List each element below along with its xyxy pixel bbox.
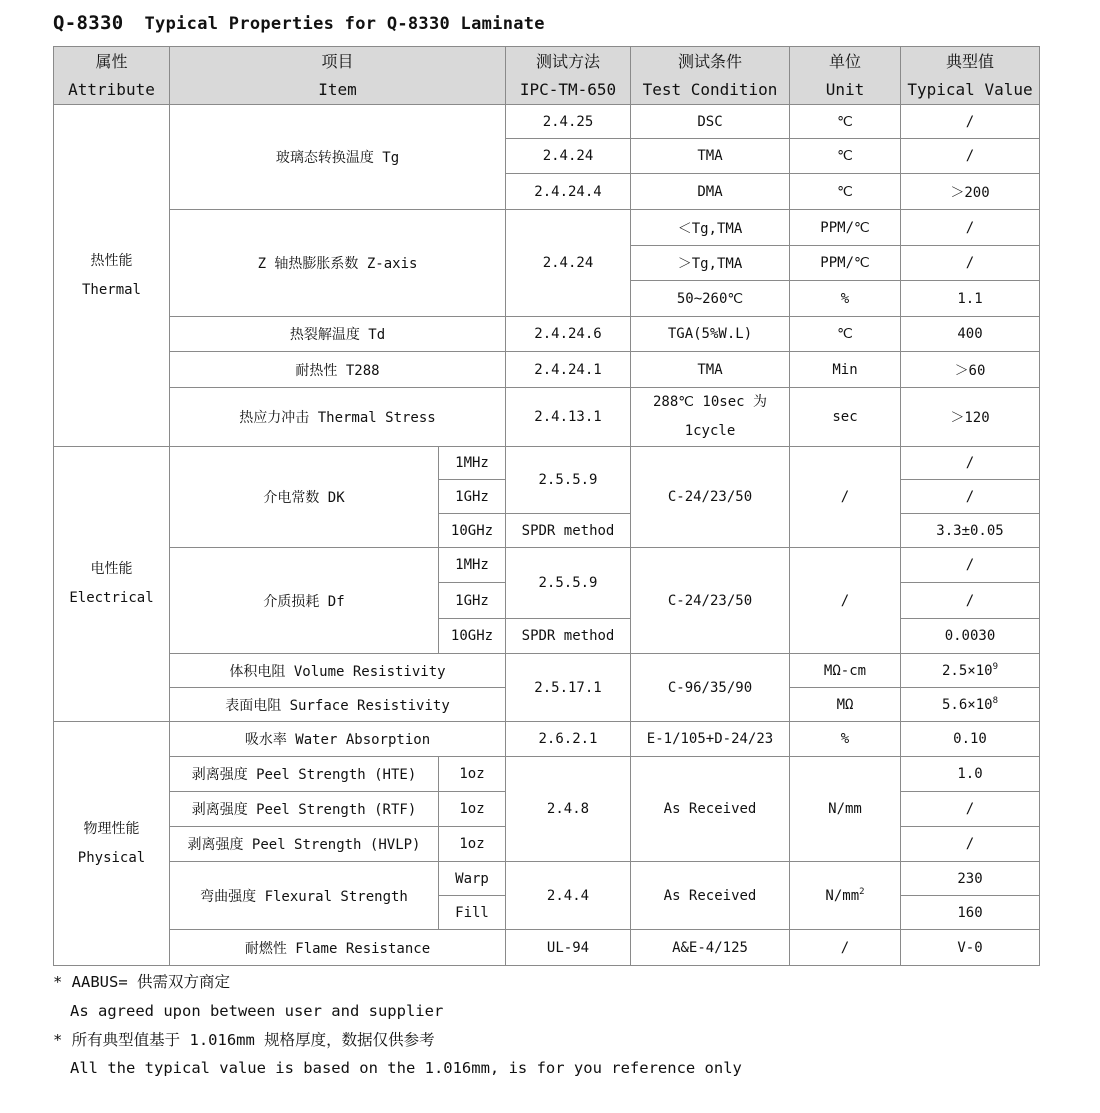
freq-cell: 1MHz <box>439 447 506 480</box>
note-typical: * 所有典型值基于 1.016mm 规格厚度，数据仅供参考 <box>53 1030 435 1049</box>
method-cell: 2.6.2.1 <box>506 722 631 757</box>
sub-cell: 1oz <box>439 827 506 862</box>
unit-cell: % <box>790 722 901 757</box>
condition-cell: DSC <box>631 105 790 139</box>
value-cell: / <box>901 827 1040 862</box>
value-cell: 3.3±0.05 <box>901 514 1040 548</box>
item-t288: 耐热性 T288 <box>170 352 506 388</box>
condition-cell: A&E-4/125 <box>631 930 790 966</box>
method-cell: 2.4.25 <box>506 105 631 139</box>
unit-cell: Min <box>790 352 901 388</box>
header-unit: 单位 Unit <box>790 47 901 105</box>
product-code: Q-8330 <box>53 12 124 34</box>
condition-cell: TMA <box>631 139 790 174</box>
sub-cell: Fill <box>439 896 506 930</box>
item-cte: Z 轴热膨胀系数 Z-axis <box>170 210 506 317</box>
item-volume-resistivity: 体积电阻 Volume Resistivity <box>170 654 506 688</box>
unit-cell: MΩ <box>790 688 901 722</box>
freq-cell: 10GHz <box>439 514 506 548</box>
value-cell: 0.10 <box>901 722 1040 757</box>
header-method: 测试方法 IPC-TM-650 <box>506 47 631 105</box>
method-cell: UL-94 <box>506 930 631 966</box>
item-dk: 介电常数 DK <box>170 447 439 548</box>
table-row <box>54 548 1040 583</box>
condition-cell: TGA(5%W.L) <box>631 317 790 352</box>
value-cell: $2.5\times 10^9$ <box>901 654 1040 688</box>
unit-cell: ℃ <box>790 174 901 210</box>
table-row <box>54 105 1040 139</box>
item-thermal-stress: 热应力冲击 Thermal Stress <box>170 388 506 447</box>
method-cell: 2.4.24.4 <box>506 174 631 210</box>
condition-cell: 288℃ 10sec 为 1cycle <box>631 388 790 447</box>
method-cell: 2.5.17.1 <box>506 654 631 722</box>
value-cell: / <box>901 583 1040 619</box>
item-td: 热裂解温度 Td <box>170 317 506 352</box>
condition-cell: C-24/23/50 <box>631 447 790 548</box>
value-cell: V-0 <box>901 930 1040 966</box>
value-cell: / <box>901 139 1040 174</box>
condition-cell: As Received <box>631 862 790 930</box>
header-row <box>54 47 1040 105</box>
item-flexural-strength: 弯曲强度 Flexural Strength <box>170 862 439 930</box>
condition-cell: TMA <box>631 352 790 388</box>
method-cell: 2.4.4 <box>506 862 631 930</box>
unit-cell: / <box>790 930 901 966</box>
condition-cell: 50~260℃ <box>631 281 790 317</box>
condition-cell: C-96/35/90 <box>631 654 790 722</box>
method-cell: 2.4.13.1 <box>506 388 631 447</box>
header-value: 典型值 Typical Value <box>901 47 1040 105</box>
condition-cell: ＜Tg,TMA <box>631 210 790 246</box>
unit-cell: / <box>790 447 901 548</box>
unit-cell: PPM/℃ <box>790 210 901 246</box>
method-cell: 2.4.24 <box>506 139 631 174</box>
freq-cell: 1GHz <box>439 480 506 514</box>
sub-cell: 1oz <box>439 757 506 792</box>
freq-cell: 1MHz <box>439 548 506 583</box>
value-cell: 1.0 <box>901 757 1040 792</box>
value-cell: 1.1 <box>901 281 1040 317</box>
table-row <box>54 352 1040 388</box>
value-cell: / <box>901 447 1040 480</box>
unit-cell: ℃ <box>790 139 901 174</box>
value-cell: / <box>901 105 1040 139</box>
unit-cell: ℃ <box>790 317 901 352</box>
table-row <box>54 388 1040 418</box>
item-tg: 玻璃态转换温度 Tg <box>170 105 506 210</box>
method-cell: SPDR method <box>506 514 631 548</box>
method-cell: SPDR method <box>506 619 631 654</box>
table-row <box>54 722 1040 757</box>
table-row <box>54 317 1040 352</box>
value-cell: ＞200 <box>901 174 1040 210</box>
condition-cell: C-24/23/50 <box>631 548 790 654</box>
condition-cell: As Received <box>631 757 790 862</box>
item-surface-resistivity: 表面电阻 Surface Resistivity <box>170 688 506 722</box>
method-cell: 2.4.8 <box>506 757 631 862</box>
table-row <box>54 757 1040 792</box>
freq-cell: 10GHz <box>439 619 506 654</box>
note-aabus-en: As agreed upon between user and supplier <box>70 1001 444 1020</box>
unit-cell: ℃ <box>790 105 901 139</box>
properties-table <box>53 46 1040 966</box>
value-cell: 160 <box>901 896 1040 930</box>
unit-cell: $N/mm^2$ <box>790 862 901 930</box>
item-peel-rtf: 剥离强度 Peel Strength (RTF) <box>170 792 439 827</box>
unit-cell: / <box>790 548 901 654</box>
value-cell: ＞60 <box>901 352 1040 388</box>
method-cell: 2.4.24.1 <box>506 352 631 388</box>
condition-cell: DMA <box>631 174 790 210</box>
freq-cell: 1GHz <box>439 583 506 619</box>
method-cell: 2.4.24.6 <box>506 317 631 352</box>
value-cell: / <box>901 210 1040 246</box>
note-aabus: * AABUS= 供需双方商定 <box>53 973 230 991</box>
item-peel-hvlp: 剥离强度 Peel Strength (HVLP) <box>170 827 439 862</box>
method-cell: 2.5.5.9 <box>506 447 631 514</box>
value-cell: 400 <box>901 317 1040 352</box>
value-cell: / <box>901 548 1040 583</box>
item-peel-hte: 剥离强度 Peel Strength (HTE) <box>170 757 439 792</box>
value-cell: ＞120 <box>901 388 1040 447</box>
attr-electrical: 电性能 Electrical <box>54 447 170 722</box>
condition-cell: ＞Tg,TMA <box>631 246 790 281</box>
item-df: 介质损耗 Df <box>170 548 439 654</box>
page-title <box>53 12 545 34</box>
unit-cell: PPM/℃ <box>790 246 901 281</box>
header-item: 项目 Item <box>170 47 506 105</box>
item-water-absorption: 吸水率 Water Absorption <box>170 722 506 757</box>
value-cell: / <box>901 792 1040 827</box>
table-row <box>54 210 1040 246</box>
value-cell: $5.6\times 10^8$ <box>901 688 1040 722</box>
condition-cell: E-1/105+D-24/23 <box>631 722 790 757</box>
attr-physical: 物理性能 Physical <box>54 722 170 966</box>
table-row <box>54 654 1040 688</box>
table-row <box>54 447 1040 480</box>
item-flame-resistance: 耐燃性 Flame Resistance <box>170 930 506 966</box>
value-cell: 230 <box>901 862 1040 896</box>
value-cell: / <box>901 480 1040 514</box>
value-cell: 0.0030 <box>901 619 1040 654</box>
table-row <box>54 930 1040 966</box>
note-typical-en: All the typical value is based on the 1.016mm, is for you reference only <box>70 1059 742 1078</box>
method-cell: 2.4.24 <box>506 210 631 317</box>
header-condition: 测试条件 Test Condition <box>631 47 790 105</box>
unit-cell: MΩ-cm <box>790 654 901 688</box>
title-text: Typical Properties for Q-8330 Laminate <box>144 14 545 34</box>
sub-cell: 1oz <box>439 792 506 827</box>
value-cell: / <box>901 246 1040 281</box>
attr-thermal: 热性能 Thermal <box>54 105 170 447</box>
header-attribute: 属性 Attribute <box>54 47 170 105</box>
unit-cell: % <box>790 281 901 317</box>
sub-cell: Warp <box>439 862 506 896</box>
unit-cell: N/mm <box>790 757 901 862</box>
method-cell: 2.5.5.9 <box>506 548 631 619</box>
unit-cell: sec <box>790 388 901 447</box>
table-row <box>54 862 1040 896</box>
footnotes <box>53 968 742 1083</box>
